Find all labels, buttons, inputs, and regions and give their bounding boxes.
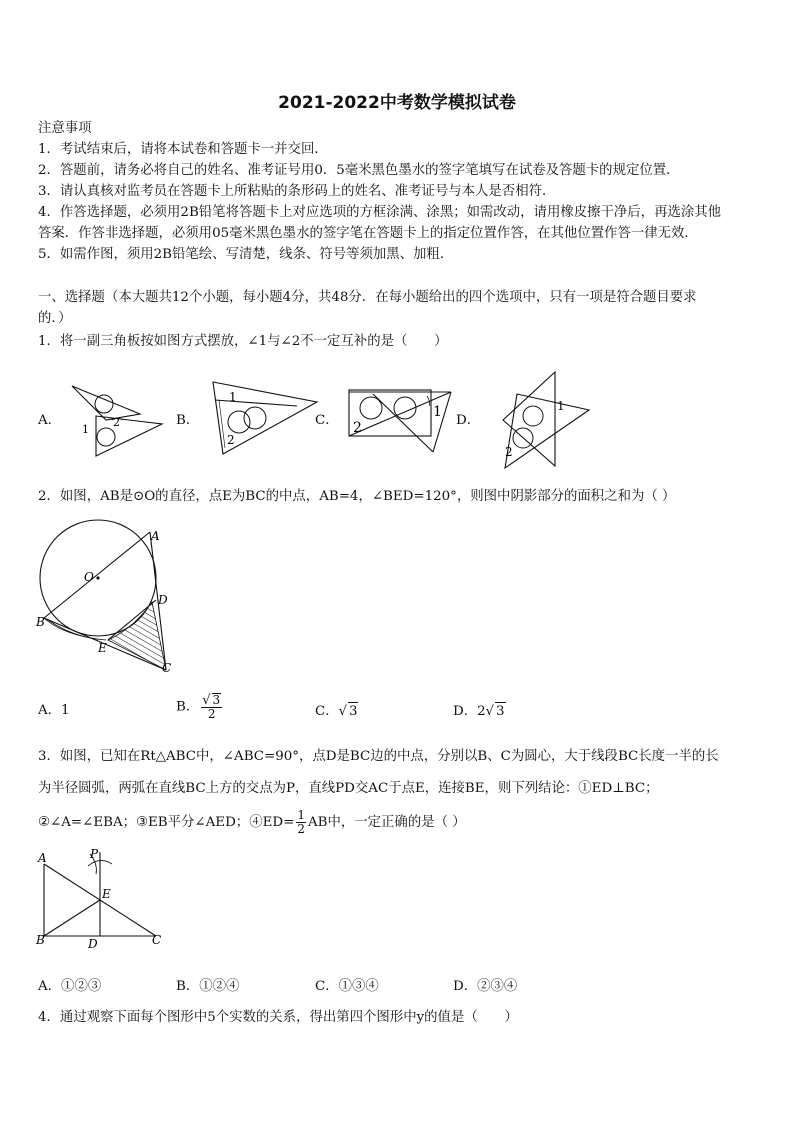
- q2-option-d[interactable]: D．2√ 3: [453, 704, 505, 719]
- notice-item: 答案．作答非选择题，必须用05毫米黑色墨水的签字笔在答题卡上的指定位置作答，在其他位置作答一律无效．: [38, 226, 698, 241]
- q2-option-d-radicand: 3: [495, 704, 505, 719]
- q1-option-d[interactable]: D．: [456, 413, 481, 428]
- q2-option-a[interactable]: A．1: [38, 703, 70, 718]
- q1d-angle-2-label: 2: [505, 445, 513, 459]
- q2-figure: [34, 520, 184, 680]
- q1c-angle-2-label: 2: [353, 420, 362, 436]
- q1-figure-b: [205, 378, 325, 458]
- notice-heading: 注意事项: [38, 121, 92, 136]
- q1-figure-a: [60, 380, 170, 460]
- q2-option-c-letter: C．: [315, 704, 339, 719]
- q2-label-b: B: [36, 615, 45, 629]
- q2-label-e: E: [98, 641, 107, 655]
- q3-option-c[interactable]: C．①③④: [315, 979, 379, 994]
- q3-fraction: $\frac{1}{2}$: [297, 808, 305, 836]
- q1-figure-d: [495, 372, 595, 472]
- q3-label-c: C: [152, 933, 162, 947]
- q3-stem-line1: 3．如图，已知在Rt△ABC中，∠ABC=90°，点D是BC边的中点，分别以B、C为圆心，大于线段BC长度一半的长: [38, 749, 719, 764]
- q3-label-b: B: [36, 933, 45, 947]
- q1b-angle-1-label: 1: [229, 390, 237, 404]
- section-heading-cont: 的．）: [38, 311, 72, 326]
- q2-option-b-letter: B．: [176, 699, 200, 715]
- q1b-angle-2-label: 2: [227, 433, 235, 447]
- q3-stem-line3: [38, 808, 466, 838]
- q1d-angle-1-label: 1: [557, 399, 565, 413]
- q3-stem-line3-a: ②∠A=∠EBA；③EB平分∠AED；④ED=: [38, 815, 295, 830]
- notice-item: 2．答题前，请务必将自己的姓名、准考证号用0．5毫米黑色墨水的签字笔填写在试卷及答题卡的规定位置．: [38, 163, 680, 178]
- q2-stem: 2．如图，AB是⊙O的直径，点E为BC的中点，AB=4，∠BED=120°，则图中阴影部分的面积之和为（ ）: [38, 489, 676, 504]
- q2-option-c-radicand: 3: [348, 704, 358, 719]
- q3-figure: [34, 844, 174, 952]
- q1-option-b[interactable]: B．: [176, 413, 200, 428]
- q1-option-c[interactable]: C．: [315, 413, 339, 428]
- q2-label-d: D: [158, 593, 168, 607]
- page-title: 2021-2022中考数学模拟试卷: [278, 93, 516, 113]
- q3-label-e: E: [102, 887, 111, 901]
- notice-item: 4．作答选择题，必须用2B铅笔将答题卡上对应选项的方框涂满、涂黑；如需改动，请用橡皮擦干净后，再选涂其他: [38, 205, 722, 220]
- notice-item: 5．如需作图，须用2B铅笔绘、写清楚，线条、符号等须加黑、加粗．: [38, 247, 454, 262]
- q3-stem-line3-b: AB中，一定正确的是（ ）: [307, 815, 466, 830]
- q3-label-p: P: [90, 847, 99, 861]
- q1c-angle-1-label: 1: [433, 404, 442, 420]
- q3-option-a[interactable]: A．①②③: [38, 979, 102, 994]
- notice-item: 1．考试结束后，请将本试卷和答题卡一并交回．: [38, 142, 328, 157]
- q3-option-d[interactable]: D．②③④: [453, 979, 518, 994]
- q3-label-d: D: [88, 937, 98, 951]
- q1a-angle-1-label: 1: [82, 423, 89, 436]
- q2-label-o: O: [84, 570, 94, 584]
- q1-figure-c: [343, 382, 458, 454]
- q1a-angle-2-label: 2: [113, 416, 120, 429]
- q3-option-b[interactable]: B．①②④: [176, 979, 240, 994]
- q2-option-d-letter: D．: [453, 704, 478, 719]
- q1-stem: 1．将一副三角板按如图方式摆放，∠1与∠2不一定互补的是（ ）: [38, 334, 448, 349]
- section-heading: 一、选择题（本大题共12个小题，每小题4分，共48分．在每小题给出的四个选项中，只有一项是符合题目要求: [38, 290, 697, 305]
- q3-label-a: A: [38, 851, 47, 865]
- q2-label-a: A: [151, 529, 160, 543]
- q1-option-a[interactable]: A．: [38, 413, 62, 428]
- q3-stem-line2: 为半径圆弧，两弧在直线BC上方的交点为P，直线PD交AC于点E，连接BE，则下列结论：①ED⊥BC；: [38, 781, 659, 796]
- q4-stem: 4．通过观察下面每个图形中5个实数的关系，得出第四个图形中y的值是（ ）: [38, 1010, 518, 1025]
- notice-item: 3．请认真核对监考员在答题卡上所粘贴的条形码上的姓名、准考证号与本人是否相符．: [38, 184, 556, 199]
- q2-label-c: C: [162, 661, 172, 675]
- q2-option-c[interactable]: C．√ 3: [315, 704, 358, 719]
- q2-option-b[interactable]: [176, 693, 224, 721]
- q2-option-d-coef: 2: [477, 704, 486, 719]
- q2-option-b-fraction: $\frac{√ 3}{2}$: [202, 693, 221, 721]
